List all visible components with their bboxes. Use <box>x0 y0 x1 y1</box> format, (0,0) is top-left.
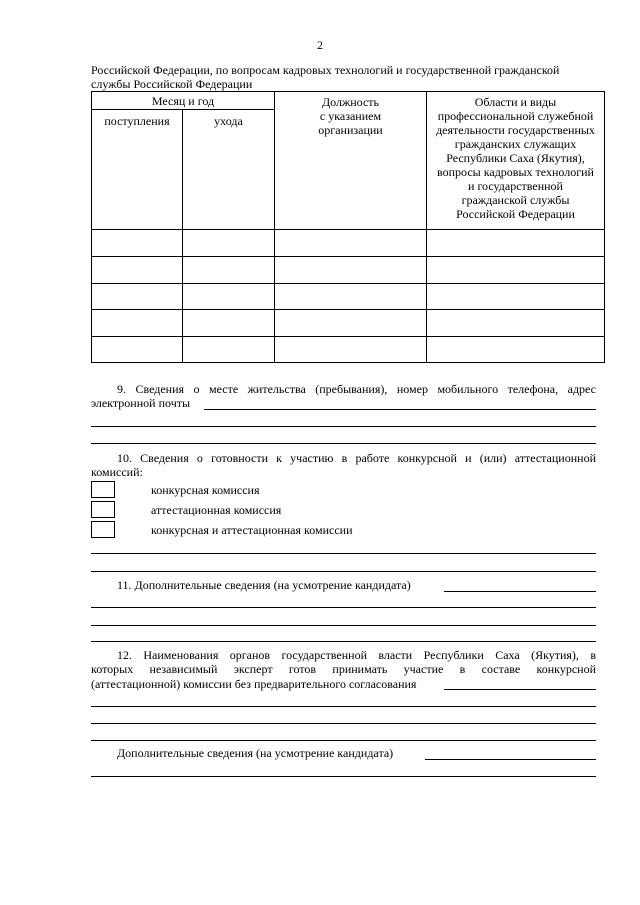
answer-line[interactable] <box>91 723 596 724</box>
answer-line[interactable] <box>91 607 596 608</box>
section-11-text: 11. Дополнительные сведения (на усмотрение кандидата) <box>117 578 411 592</box>
answer-line[interactable] <box>91 706 596 707</box>
table-cell[interactable] <box>275 284 427 310</box>
table-cell[interactable] <box>183 337 275 363</box>
section-10-line-1: 10. Сведения о готовности к участию в работе конкурсной и (или) аттестационной <box>117 451 596 465</box>
table-row <box>92 257 605 284</box>
answer-line[interactable] <box>91 625 596 626</box>
header-areas-line: гражданских служащих <box>454 137 577 151</box>
table-cell[interactable] <box>275 310 427 337</box>
option-label: конкурсная комиссия <box>151 483 260 497</box>
header-areas-line: деятельности государственных <box>436 123 595 137</box>
header-areas-line: Российской Федерации <box>456 207 575 221</box>
header-areas-line: вопросы кадровых технологий <box>437 165 594 179</box>
section-9-line-1: 9. Сведения о месте жительства (пребывания), номер мобильного телефона, адрес <box>117 382 596 396</box>
table-cell[interactable] <box>183 230 275 257</box>
authorities-field-line[interactable] <box>444 689 596 690</box>
table-row <box>92 337 605 363</box>
header-position-line: Должность <box>321 95 380 109</box>
table-cell[interactable] <box>92 230 183 257</box>
answer-line[interactable] <box>91 571 596 572</box>
header-position <box>275 92 427 230</box>
intro-line-1: Российской Федерации, по вопросам кадровых технологий и государственной гражданской <box>91 63 560 77</box>
section-12-line-1: 12. Наименования органов государственной власти Республики Саха (Якутия), в <box>117 648 596 662</box>
table-cell[interactable] <box>275 337 427 363</box>
header-areas <box>427 92 605 230</box>
table-cell[interactable] <box>427 230 605 257</box>
section-12-line-2: которых независимый эксперт готов принимать участие в составе конкурсной <box>91 662 596 676</box>
answer-line[interactable] <box>91 553 596 554</box>
header-position-line: организации <box>318 123 383 137</box>
table-cell[interactable] <box>427 257 605 284</box>
table-cell[interactable] <box>92 284 183 310</box>
table-cell[interactable] <box>92 337 183 363</box>
table-cell[interactable] <box>183 257 275 284</box>
competition-commission-checkbox[interactable] <box>91 481 115 498</box>
employment-table <box>91 91 605 363</box>
option-label: аттестационная комиссия <box>151 503 282 517</box>
intro-line-2: службы Российской Федерации <box>91 77 253 91</box>
email-field-line[interactable] <box>204 409 596 410</box>
answer-line[interactable] <box>91 776 596 777</box>
table-cell[interactable] <box>275 230 427 257</box>
answer-line[interactable] <box>91 641 596 642</box>
table-row <box>92 230 605 257</box>
header-areas-line: профессиональной служебной <box>437 109 594 123</box>
answer-line[interactable] <box>91 740 596 741</box>
table-cell[interactable] <box>183 284 275 310</box>
table-row <box>92 284 605 310</box>
table-cell[interactable] <box>92 310 183 337</box>
attestation-commission-checkbox[interactable] <box>91 501 115 518</box>
header-position-line: с указанием <box>319 109 382 123</box>
table-cell[interactable] <box>92 257 183 284</box>
additional-info-line[interactable] <box>444 591 596 592</box>
additional-info-text: Дополнительные сведения (на усмотрение кандидата) <box>117 746 394 760</box>
header-areas-line: Области и виды <box>474 95 557 109</box>
table-cell[interactable] <box>275 257 427 284</box>
table-cell[interactable] <box>183 310 275 337</box>
section-12-line-3: (аттестационной) комиссии без предварительного согласования <box>91 677 417 691</box>
table-cell[interactable] <box>427 284 605 310</box>
table-cell[interactable] <box>427 310 605 337</box>
header-month-year: Месяц и год <box>92 92 275 110</box>
header-areas-line: Республики Саха (Якутия), <box>446 151 585 165</box>
both-commissions-checkbox[interactable] <box>91 521 115 538</box>
header-exit: ухода <box>183 110 275 230</box>
additional-info-line[interactable] <box>425 759 596 760</box>
header-areas-line: и государственной <box>468 179 563 193</box>
page-number: 2 <box>317 38 323 52</box>
section-10-line-2: комиссий: <box>91 465 143 479</box>
answer-line[interactable] <box>91 443 596 444</box>
section-9-line-2: электронной почты <box>91 396 191 410</box>
header-areas-line: гражданской службы <box>461 193 570 207</box>
header-entry: поступления <box>92 110 183 230</box>
table-cell[interactable] <box>427 337 605 363</box>
table-row <box>92 310 605 337</box>
answer-line[interactable] <box>91 426 596 427</box>
option-label: конкурсная и аттестационная комиссии <box>151 523 353 537</box>
